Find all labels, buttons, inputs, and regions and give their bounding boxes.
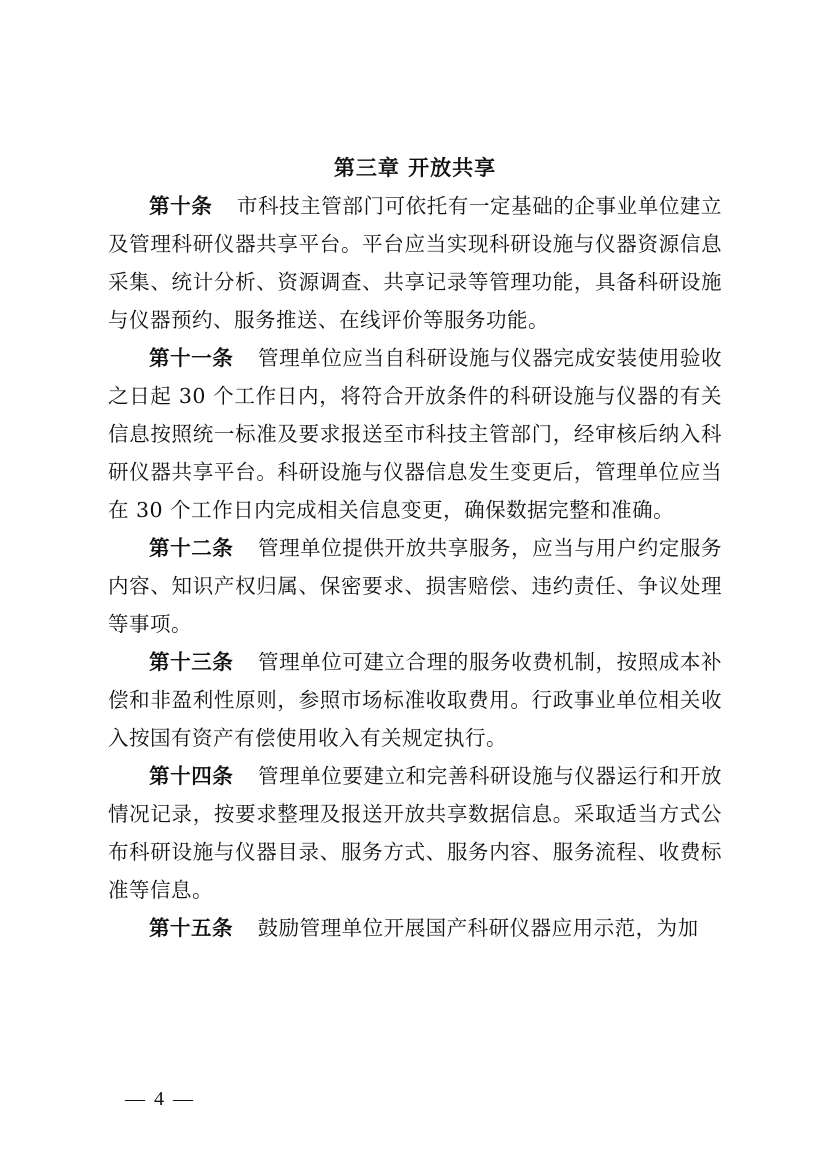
article-13 bbox=[108, 643, 722, 757]
article-11 bbox=[108, 339, 722, 529]
article-text: 管理单位提供开放共享服务，应当与用户约定服务内容、知识产权归属、保密要求、损害赔偿、违约责任、争议处理等事项。 bbox=[108, 536, 723, 636]
article-number: 第十一条 bbox=[149, 346, 234, 370]
article-number: 第十条 bbox=[149, 194, 213, 218]
article-text: 管理单位可建立合理的服务收费机制，按照成本补偿和非盈利性原则，参照市场标准收取费用。行政事业单位相关收入按国有资产有偿使用收入有关规定执行。 bbox=[108, 650, 723, 750]
article-12 bbox=[108, 529, 722, 643]
article-10 bbox=[108, 187, 722, 339]
article-number: 第十三条 bbox=[149, 650, 234, 674]
article-text: 鼓励管理单位开展国产科研仪器应用示范，为加 bbox=[257, 916, 699, 940]
page-number: — 4 — bbox=[125, 1088, 195, 1110]
document-page bbox=[108, 150, 722, 947]
article-number: 第十二条 bbox=[149, 536, 234, 560]
article-number: 第十四条 bbox=[149, 764, 234, 788]
article-text: 管理单位应当自科研设施与仪器完成安装使用验收之日起 30 个工作日内，将符合开放条件的科研设施与仪器的有关信息按照统一标准及要求报送至市科技主管部门，经审核后纳入科研仪器共享平台。科研设施与仪器信息发生变更后，管理单位应当在 30 个工作日内完成相关信息变更，确保数据完整和准确。 bbox=[108, 346, 723, 522]
article-15 bbox=[108, 909, 722, 947]
article-14 bbox=[108, 757, 722, 909]
article-text: 市科技主管部门可依托有一定基础的企事业单位建立及管理科研仪器共享平台。平台应当实现科研设施与仪器资源信息采集、统计分析、资源调查、共享记录等管理功能，具备科研设施与仪器预约、服务推送、在线评价等服务功能。 bbox=[108, 194, 723, 332]
article-number: 第十五条 bbox=[149, 916, 233, 940]
article-text: 管理单位要建立和完善科研设施与仪器运行和开放情况记录，按要求整理及报送开放共享数据信息。采取适当方式公布科研设施与仪器目录、服务方式、服务内容、服务流程、收费标准等信息。 bbox=[108, 764, 723, 902]
chapter-title: 第三章 开放共享 bbox=[333, 156, 497, 180]
